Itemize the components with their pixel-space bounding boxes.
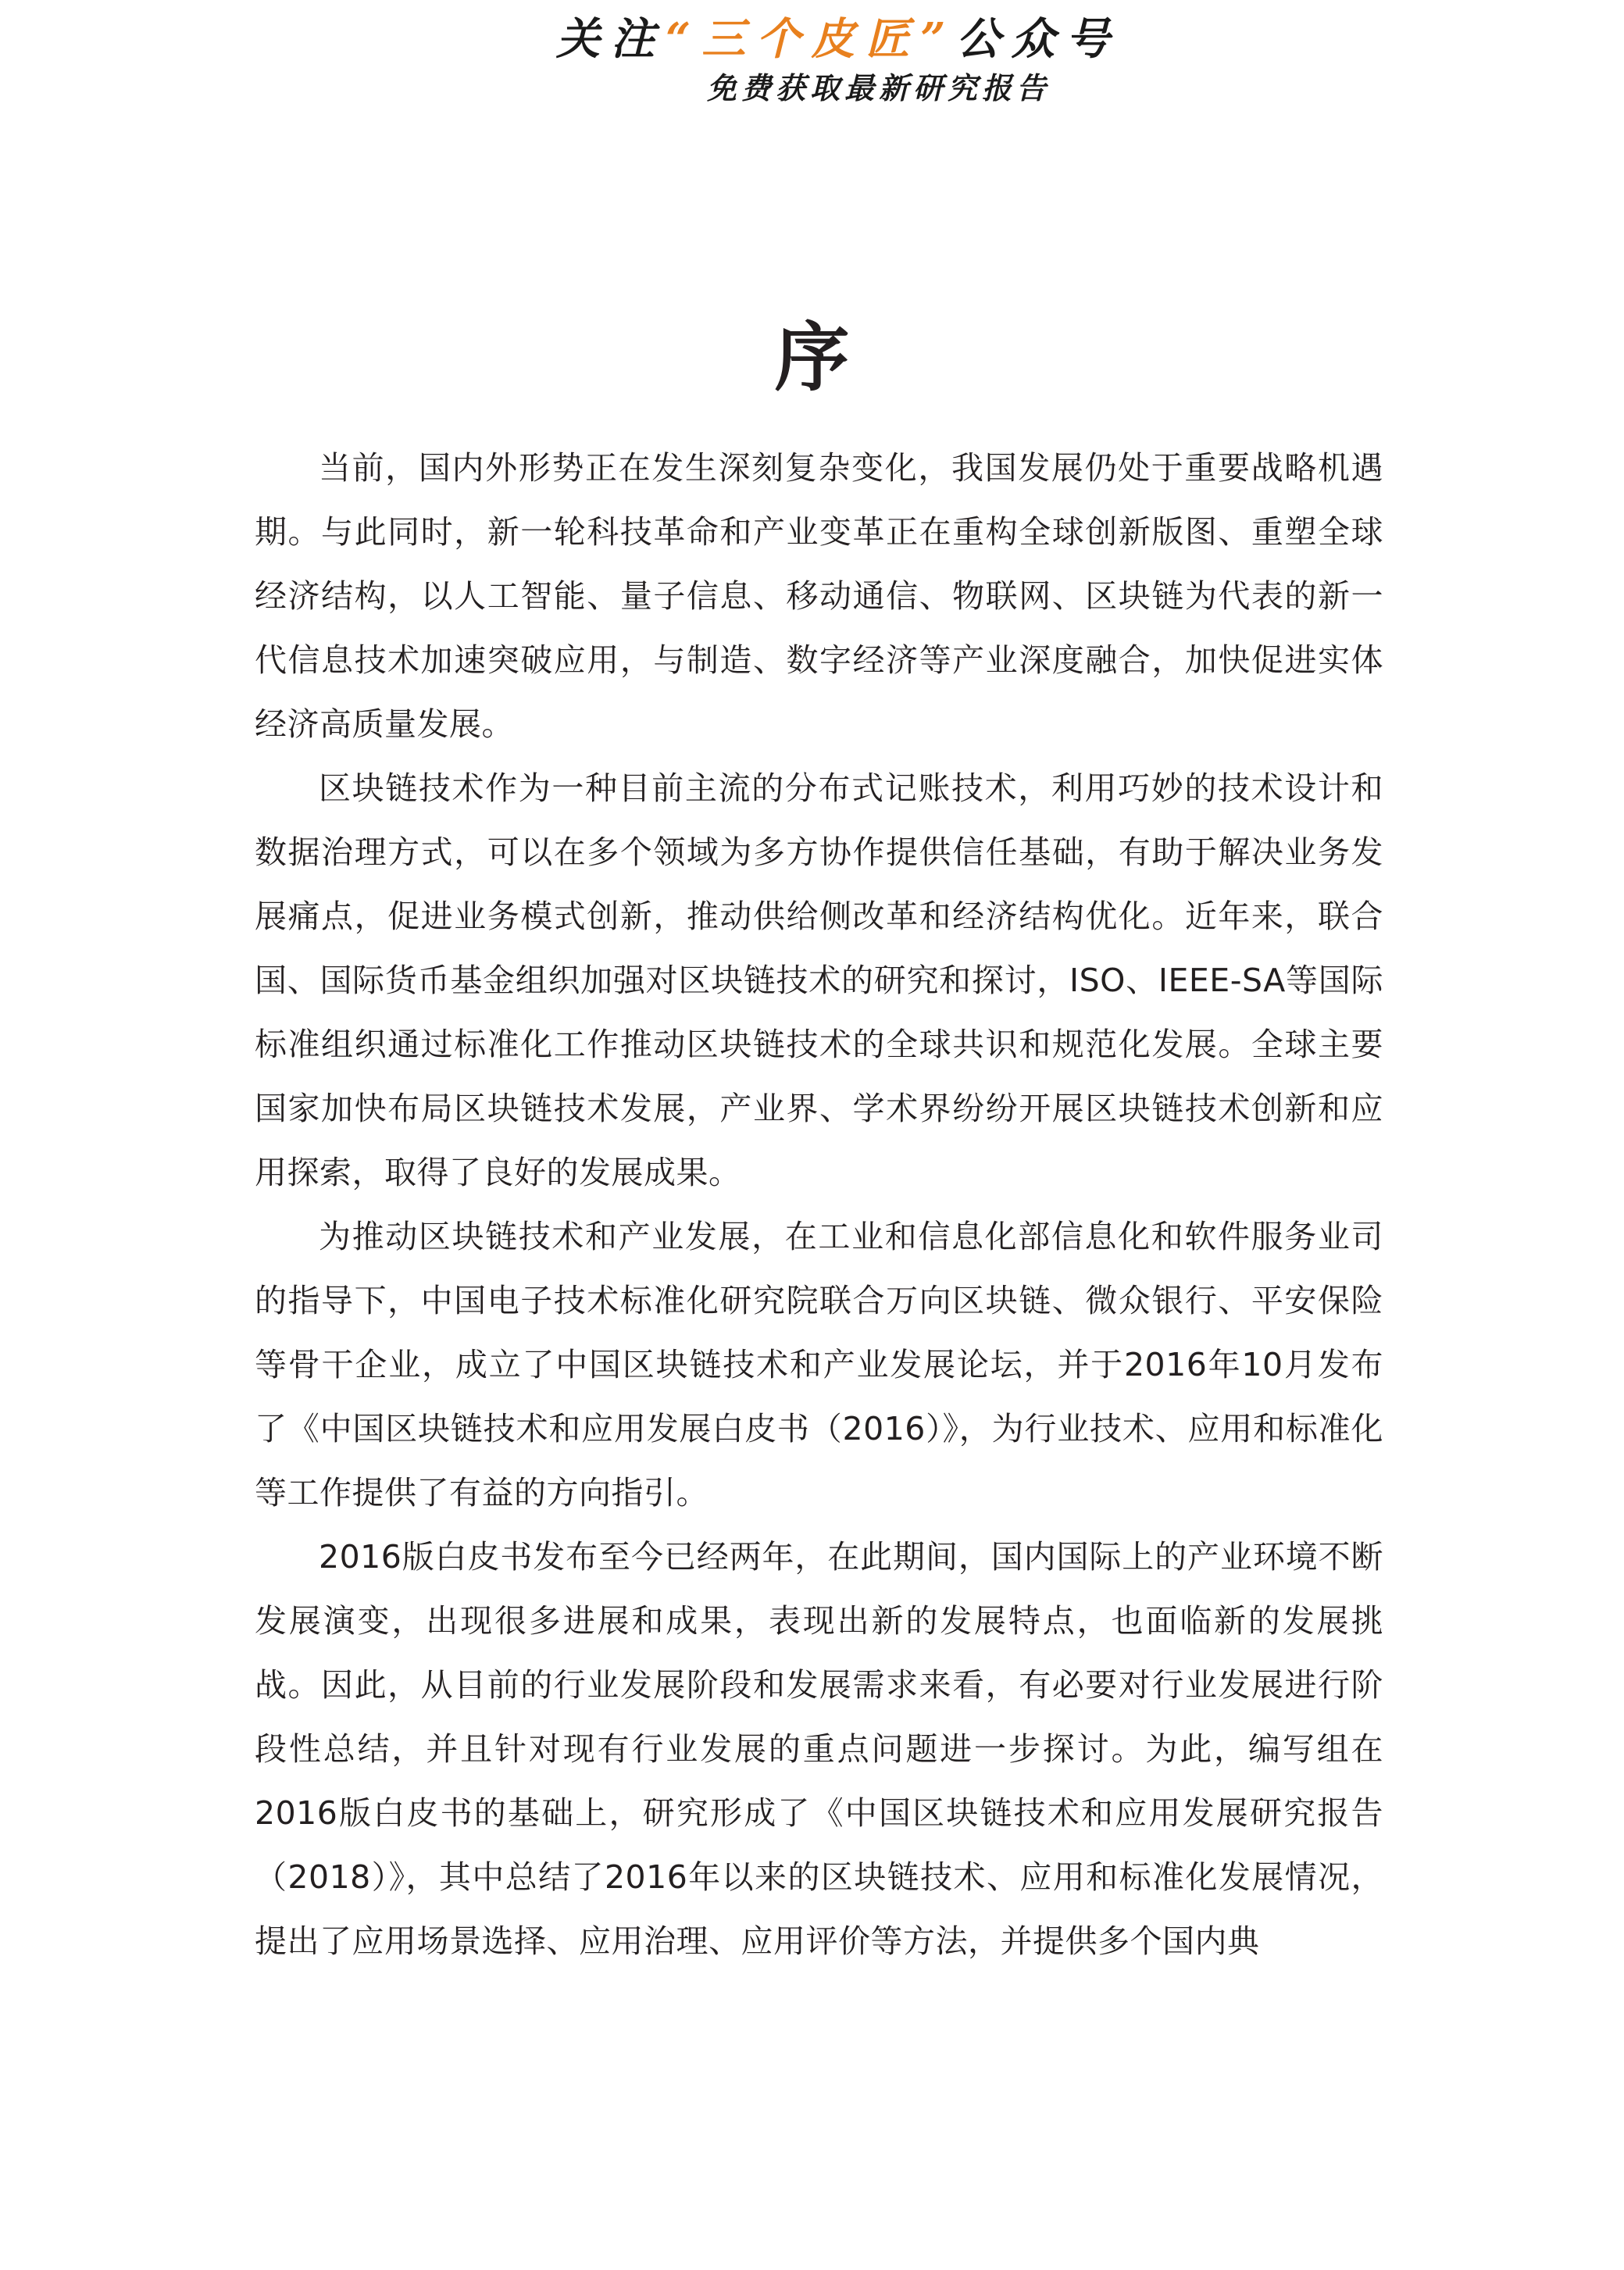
promo-prefix: 关注 — [556, 13, 666, 65]
paragraph: 当前，国内外形势正在发生深刻复杂变化，我国发展仍处于重要战略机遇期。与此同时，新一轮科技革命和产业变革正在重构全球创新版图、重塑全球经济结构，以人工智能、量子信息、移动通信、物联网、区块链为代表的新一代信息技术加速突破应用，与制造、数字经济等产业深度融合，加快促进实体经济高质量发展。 — [255, 449, 1383, 743]
promo-banner — [0, 0, 1624, 125]
promo-account-name: “三个皮匠” — [666, 13, 957, 65]
promo-subline: 免费获取最新研究报告 — [707, 70, 1051, 105]
paragraph: 区块链技术作为一种目前主流的分布式记账技术，利用巧妙的技术设计和数据治理方式，可以在多个领域为多方协作提供信任基础，有助于解决业务发展痛点，促进业务模式创新，推动供给侧改革和经济结构优化。近年来，联合国、国际货币基金组织加强对区块链技术的研究和探讨，ISO、IEEE-SA等国际标准组织通过标准化工作推动区块链技术的全球共识和规范化发展。全球主要国家加快布局区块链技术发展，产业界、学术界纷纷开展区块链技术创新和应用探索，取得了良好的发展成果。 — [255, 769, 1383, 1191]
document-body — [255, 436, 1383, 1973]
paragraph: 为推动区块链技术和产业发展，在工业和信息化部信息化和软件服务业司的指导下，中国电子技术标准化研究院联合万向区块链、微众银行、平安保险等骨干企业，成立了中国区块链技术和产业发展论坛，并于2016年10月发布了《中国区块链技术和应用发展白皮书（2016）》，为行业技术、应用和标准化等工作提供了有益的方向指引。 — [255, 1218, 1383, 1512]
page-title: 序 — [774, 313, 850, 402]
paragraph: 2016版白皮书发布至今已经两年，在此期间，国内国际上的产业环境不断发展演变，出现很多进展和成果，表现出新的发展特点，也面临新的发展挑战。因此，从目前的行业发展阶段和发展需求来看，有必要对行业发展进行阶段性总结，并且针对现有行业发展的重点问题进一步探讨。为此，编写组在2016版白皮书的基础上，研究形成了《中国区块链技术和应用发展研究报告（2018）》，其中总结了2016年以来的区块链技术、应用和标准化发展情况，提出了应用场景选择、应用治理、应用评价等方法，并提供多个国内典 — [255, 1538, 1383, 1960]
promo-headline — [556, 11, 1120, 67]
promo-suffix: 公众号 — [956, 13, 1121, 65]
